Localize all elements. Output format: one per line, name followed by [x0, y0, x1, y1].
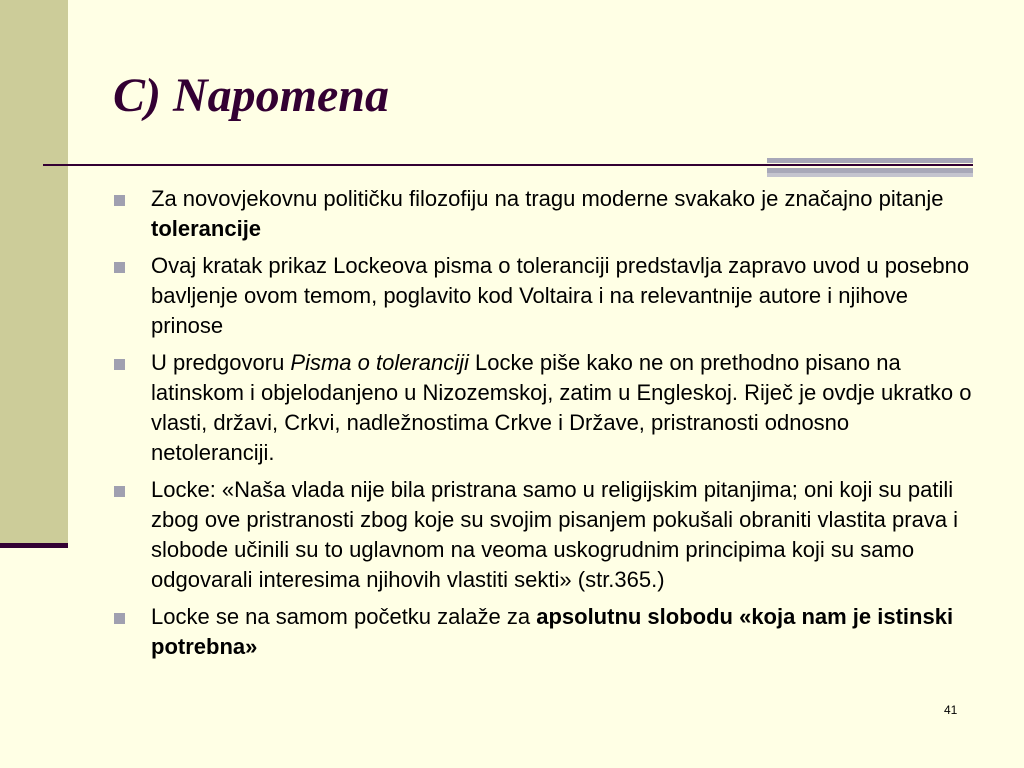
bullet-item	[112, 251, 972, 341]
bullet-text: Locke se na samom početku zalaže za	[151, 604, 537, 629]
bullet-text-italic: Pisma o toleranciji	[290, 350, 469, 375]
left-decorative-band	[0, 0, 68, 546]
square-bullet-icon	[114, 486, 125, 497]
bullet-item	[112, 348, 972, 468]
bullet-text: Locke piše kako ne on prethodno pisano na latinskom i objelodanjeno u Nizozemskoj, zatim u Engleskoj. Riječ je ovdje ukratko o vlasti, državi, Crkvi, nadležnostima Crkve i Države, pristranosti odnosno netoleranciji.	[151, 350, 972, 465]
page-number: 41	[944, 703, 958, 717]
bullet-text: Ovaj kratak prikaz Lockeova pisma o toleranciji predstavlja zapravo uvod u posebno bavljenje ovom temom, poglavito kod Voltaira i na relevantnije autore i njihove prinose	[151, 253, 970, 338]
square-bullet-icon	[114, 195, 125, 206]
bullet-text-bold: apsolutnu slobodu «koja nam je istinski potrebna»	[151, 604, 954, 659]
slide-title: C) Napomena	[113, 69, 389, 122]
bullet-text-bold: tolerancije	[151, 216, 262, 241]
left-band-underline	[0, 543, 68, 548]
bullet-text: U predgovoru	[151, 350, 291, 375]
title-divider-accent	[767, 158, 973, 178]
bullet-text: Locke: «Naša vlada nije bila pristrana samo u religijskim pitanjima; oni koji su patili zbog ove pristranosti zbog koje su svojim pisanjem pokušali obraniti vlastita prava i slobode učinili su to uglavnom na veoma uskogrudnim principima koji su samo odgovarali interesima njihovih vlastiti sekti» (str.365.)	[151, 477, 959, 592]
square-bullet-icon	[114, 262, 125, 273]
bullet-list	[112, 184, 972, 669]
bullet-text: Za novovjekovnu političku filozofiju na tragu moderne svakako je značajno pitanje	[151, 186, 944, 211]
square-bullet-icon	[114, 359, 125, 370]
square-bullet-icon	[114, 613, 125, 624]
bullet-item	[112, 475, 972, 595]
bullet-item	[112, 184, 972, 244]
bullet-item	[112, 602, 972, 662]
